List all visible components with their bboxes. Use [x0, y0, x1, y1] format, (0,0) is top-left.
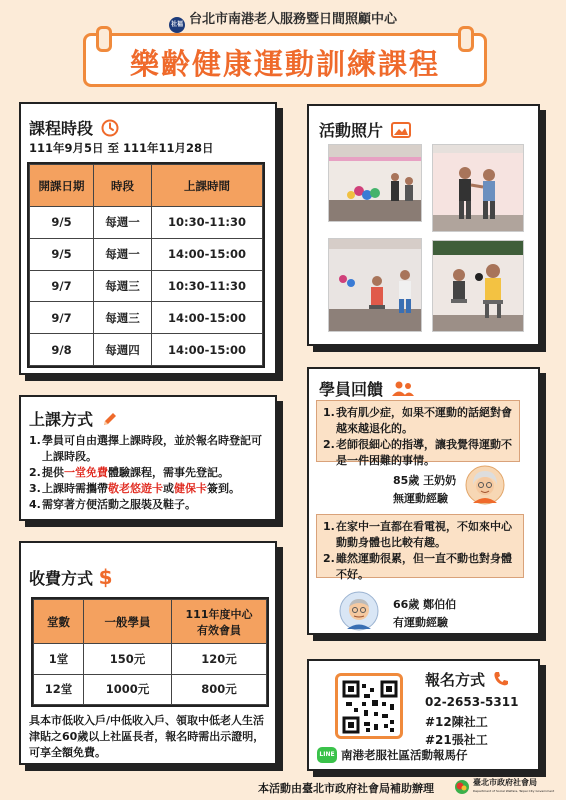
logo-subtext: Department of Social Welfare, Taipei City Government	[473, 789, 555, 793]
list-item: 1. 學員可自由選擇上課時段，並於報名時登記可上課時段。	[29, 434, 262, 463]
feedback-quote-2	[316, 514, 524, 581]
cell-date: 9/5	[30, 207, 94, 239]
photo-gym-room	[329, 145, 422, 222]
table-row	[30, 207, 263, 239]
cell-time: 10:30-11:30	[152, 270, 263, 302]
schedule-card	[19, 102, 277, 375]
org-name: 台北市南港老人服務暨日間照顧中心	[188, 12, 397, 27]
clock-icon	[101, 119, 119, 137]
schedule-title: 課程時段	[29, 116, 119, 139]
activity-photo	[328, 238, 422, 332]
government-logo-icon	[454, 779, 470, 795]
signup-card	[307, 659, 540, 771]
dollar-icon: $	[98, 565, 113, 589]
table-row	[30, 302, 263, 334]
org-header	[0, 8, 566, 33]
logo-text: 臺北市政府社會局	[473, 778, 537, 787]
cell-date: 9/7	[30, 302, 94, 334]
cell-time: 10:30-11:30	[152, 207, 263, 239]
table-row	[30, 334, 263, 366]
qr-code-frame[interactable]	[335, 673, 403, 739]
cell-lessons: 1堂	[34, 644, 84, 675]
cell-day: 每週三	[94, 270, 152, 302]
cell-date: 9/8	[30, 334, 94, 366]
table-row	[30, 270, 263, 302]
org-logo: 社福	[169, 17, 185, 33]
feedback-card	[307, 367, 540, 635]
title-banner	[83, 33, 487, 87]
person1-name: 85歲 王奶奶	[393, 474, 457, 487]
feedback-title: 學員回饋	[319, 377, 415, 400]
person1-exp: 無運動經驗	[393, 492, 448, 505]
signup-staff-1: #12陳社工	[425, 715, 488, 729]
col-header: 111年度中心 有效會員	[172, 600, 267, 644]
cell-day: 每週三	[94, 302, 152, 334]
activity-photo	[432, 144, 524, 232]
fee-table-frame	[31, 597, 269, 707]
col-header: 開課日期	[30, 165, 94, 207]
signup-phone[interactable]: 02-2653-5311	[425, 695, 519, 709]
cell-date: 9/5	[30, 238, 94, 270]
quote-line: 1. 在家中一直都在看電視，不如來中心動動身體也比較有趣。	[323, 520, 512, 549]
photos-title: 活動照片	[319, 118, 411, 141]
fee-card	[19, 541, 277, 765]
fee-title: 收費方式 $	[29, 565, 113, 589]
cell-member: 800元	[172, 674, 267, 705]
cell-member: 120元	[172, 644, 267, 675]
cell-lessons: 12堂	[34, 674, 84, 705]
users-icon	[391, 381, 415, 397]
person2-name: 66歲 鄭伯伯	[393, 598, 457, 611]
fee-table	[33, 599, 267, 705]
fee-note: 具本市低收入戶/中低收入戶、領取中低老人生活津貼之60歲以上社區長者，報名時需出示證明，可享全額免費。	[29, 714, 265, 759]
qr-code-icon	[342, 680, 398, 734]
photo-seated-exercise	[329, 239, 422, 332]
page-title: 樂齡健康運動訓練課程	[129, 47, 440, 81]
cell-general: 1000元	[84, 674, 172, 705]
cell-time: 14:00-15:00	[152, 334, 263, 366]
line-icon: LINE	[317, 747, 337, 763]
cell-general: 150元	[84, 644, 172, 675]
method-list	[29, 433, 269, 513]
cell-time: 14:00-15:00	[152, 302, 263, 334]
schedule-table-frame	[27, 162, 265, 368]
table-row	[30, 238, 263, 270]
photo-chair-exercise	[433, 241, 524, 332]
quote-line: 2. 雖然運動很累，但一直不動也對身體不好。	[323, 552, 512, 581]
method-card	[19, 395, 277, 521]
photos-card	[307, 104, 540, 346]
col-header: 一般學員	[84, 600, 172, 644]
col-header: 上課時間	[152, 165, 263, 207]
activity-photo	[328, 144, 422, 222]
cell-day: 每週四	[94, 334, 152, 366]
cell-day: 每週一	[94, 207, 152, 239]
pencil-icon	[101, 410, 119, 428]
signup-title: 報名方式	[425, 669, 510, 690]
feedback-quote-1	[316, 400, 520, 467]
schedule-table	[29, 164, 263, 366]
grandma-avatar-icon	[465, 465, 505, 505]
quote-line: 2. 老師很細心的指導，讓我覺得運動不是一件困難的事情。	[323, 438, 512, 467]
photo-coaching	[433, 145, 524, 232]
footer-sponsor: 本活動由臺北市政府社會局補助辦理	[258, 782, 434, 795]
col-header: 時段	[94, 165, 152, 207]
list-item: 4. 需穿著方便活動之服裝及鞋子。	[29, 498, 196, 511]
signup-staff-2: #21張社工	[425, 733, 488, 747]
image-icon	[391, 122, 411, 138]
cell-time: 14:00-15:00	[152, 238, 263, 270]
cell-date: 9/7	[30, 270, 94, 302]
line-account-name: 南港老服社區活動報馬仔	[341, 748, 468, 762]
phone-icon	[492, 670, 510, 688]
activity-photo	[432, 240, 524, 332]
quote-line: 1. 我有肌少症，如果不運動的話絕對會越來越退化的。	[323, 406, 512, 435]
list-item: 3. 上課時需攜帶敬老悠遊卡或健保卡簽到。	[29, 482, 240, 495]
person2-exp: 有運動經驗	[393, 616, 448, 629]
table-row	[34, 674, 267, 705]
sponsor-logo	[454, 778, 554, 796]
line-account[interactable]	[317, 747, 468, 763]
grandpa-avatar-icon	[339, 591, 379, 631]
col-header: 堂數	[34, 600, 84, 644]
schedule-date-range: 111年9月5日 至 111年11月28日	[29, 141, 214, 155]
method-title: 上課方式	[29, 407, 119, 430]
table-row	[34, 644, 267, 675]
list-item: 2. 提供一堂免費體驗課程，需事先登記。	[29, 466, 229, 479]
cell-day: 每週一	[94, 238, 152, 270]
